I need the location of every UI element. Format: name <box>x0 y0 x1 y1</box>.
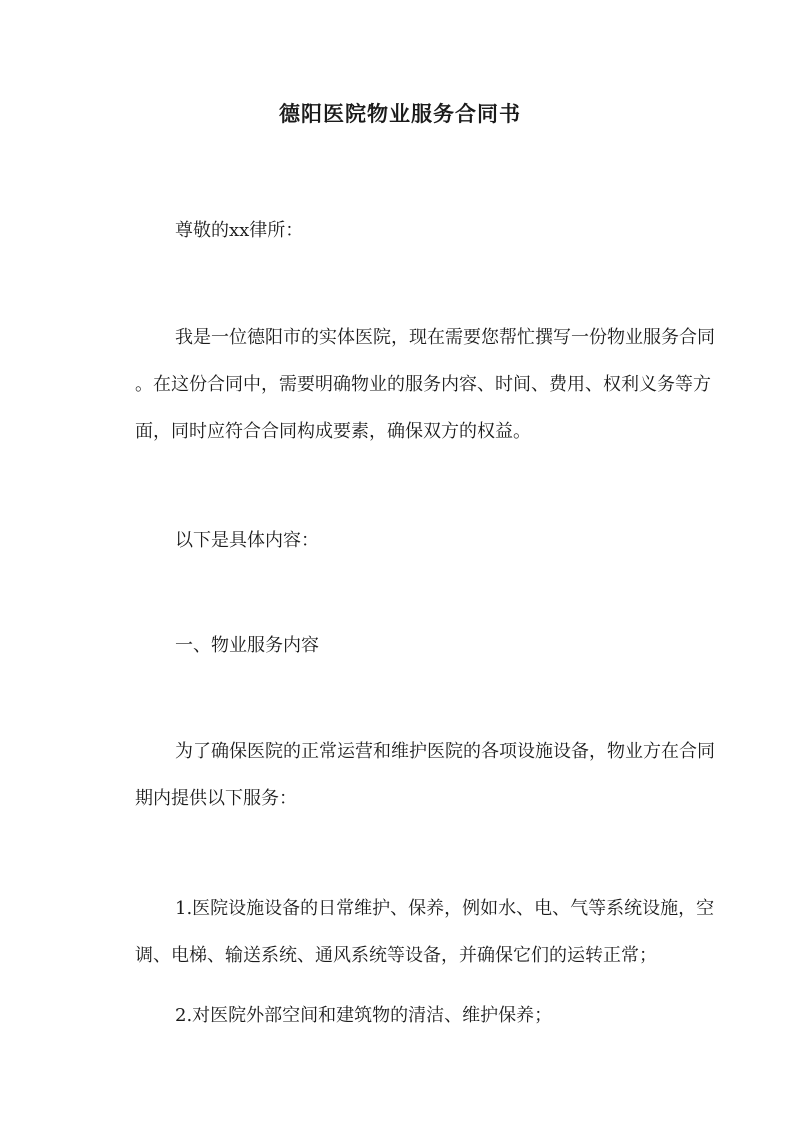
document-title: 德阳医院物业服务合同书 <box>279 101 521 126</box>
list-item-2 <box>95 992 707 1039</box>
list-item-1-line-1: 1.医院设施设备的日常维护、保养，例如水、电、气等系统设施，空 <box>175 898 715 919</box>
salutation-text: 尊敬的xx律所： <box>175 220 304 241</box>
lead-in-text: 以下是具体内容： <box>175 530 319 551</box>
section-1-heading <box>95 622 707 669</box>
list-item-1-line-2: 调、电梯、输送系统、通风系统等设备，并确保它们的运转正常； <box>135 945 657 966</box>
salutation <box>95 207 707 254</box>
list-item-1 <box>95 885 715 979</box>
section-1-intro-line-1: 为了确保医院的正常运营和维护医院的各项设施设备，物业方在合同 <box>175 741 715 762</box>
list-item-2-text: 2.对医院外部空间和建筑物的清洁、维护保养； <box>175 1005 553 1026</box>
intro-paragraph <box>95 314 715 455</box>
lead-in-paragraph <box>95 517 707 564</box>
intro-line-2: 。在这份合同中，需要明确物业的服务内容、时间、费用、权利义务等方 <box>135 374 711 395</box>
intro-line-3: 面，同时应符合合同构成要素，确保双方的权益。 <box>135 421 531 442</box>
section-1-intro-line-2: 期内提供以下服务： <box>135 788 297 809</box>
intro-line-1: 我是一位德阳市的实体医院，现在需要您帮忙撰写一份物业服务合同 <box>175 327 715 348</box>
section-1-intro <box>95 728 715 822</box>
section-1-heading-text: 一、物业服务内容 <box>175 635 319 656</box>
